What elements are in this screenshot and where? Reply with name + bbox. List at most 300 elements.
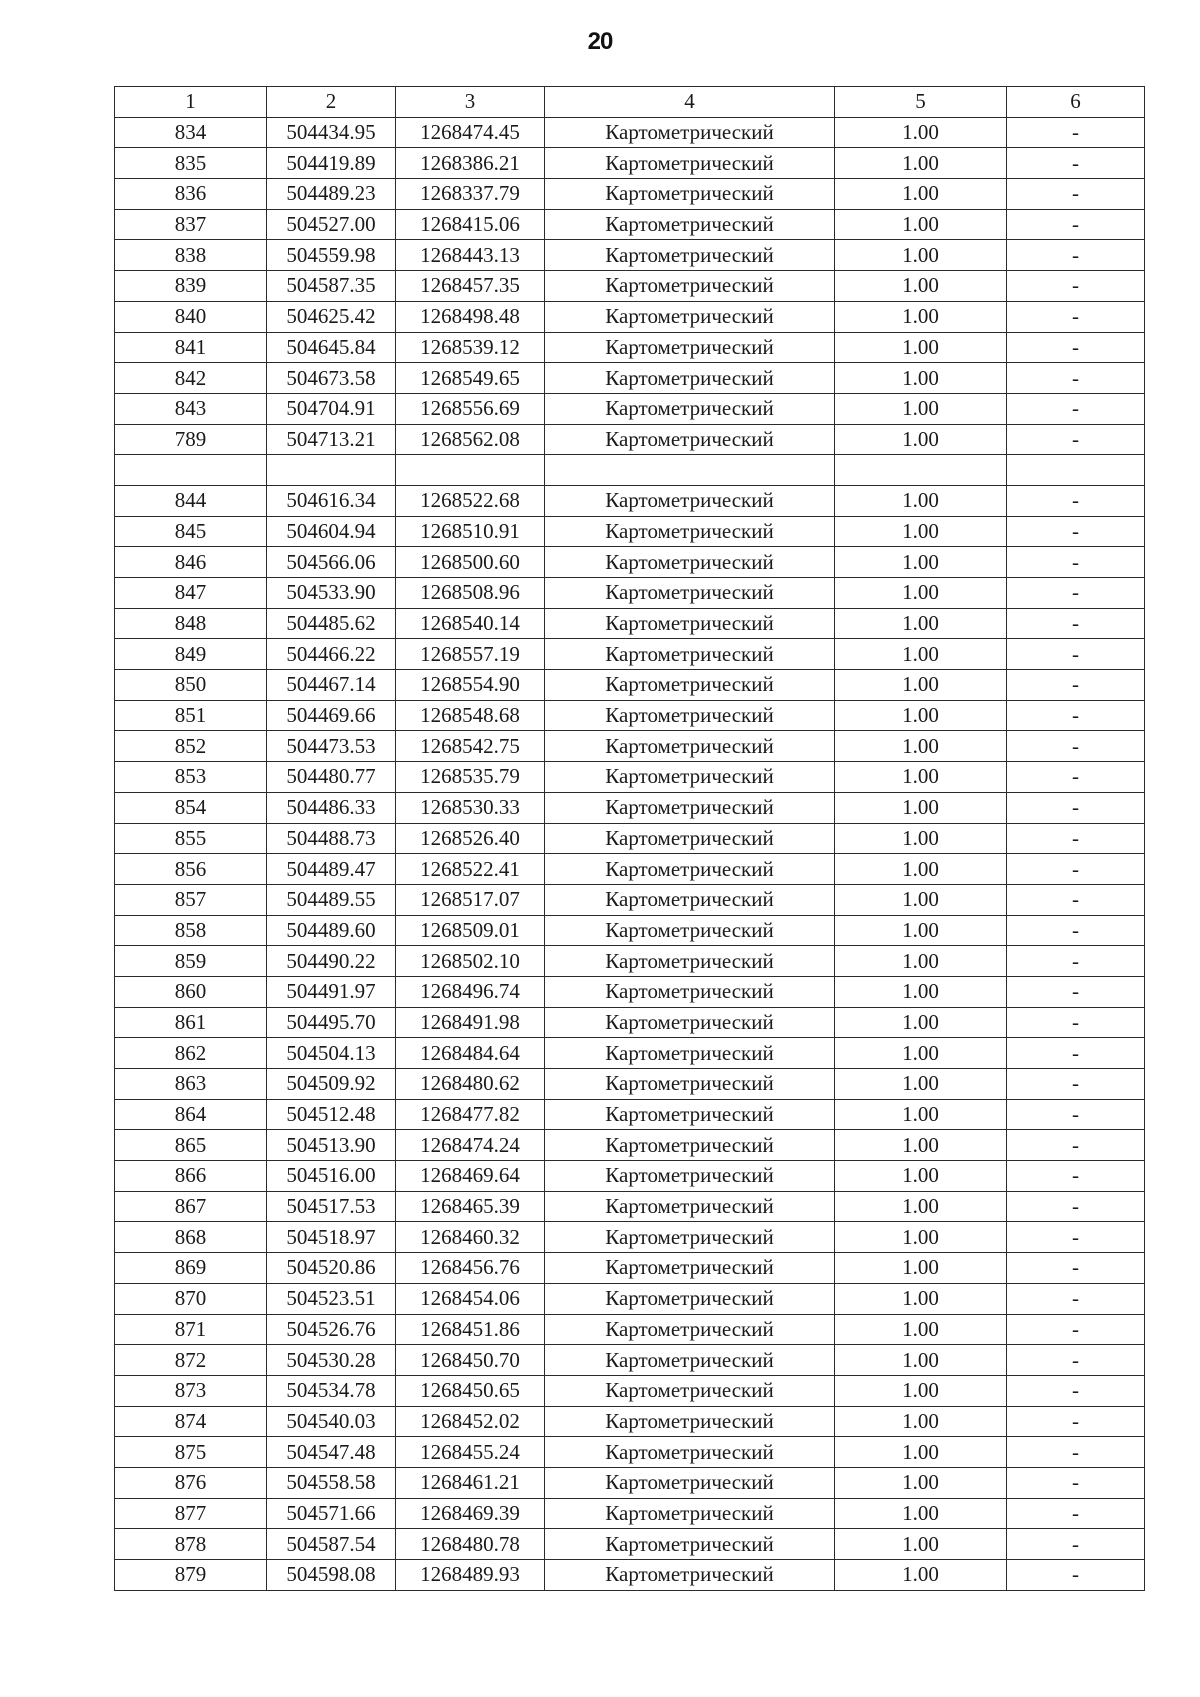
point-number-cell: 879 xyxy=(115,1560,267,1591)
table-row xyxy=(115,854,1145,885)
table-row xyxy=(115,762,1145,793)
accuracy-cell: 1.00 xyxy=(835,946,1007,977)
table-row xyxy=(115,1560,1145,1591)
point-number-cell: 877 xyxy=(115,1498,267,1529)
y-coordinate-cell: 1268491.98 xyxy=(396,1007,545,1038)
description-cell: - xyxy=(1007,1314,1145,1345)
method-cell: Картометрический xyxy=(545,1099,835,1130)
method-cell: Картометрический xyxy=(545,700,835,731)
point-number-cell: 835 xyxy=(115,148,267,179)
description-cell: - xyxy=(1007,547,1145,578)
point-number-cell: 863 xyxy=(115,1069,267,1100)
y-coordinate-cell: 1268498.48 xyxy=(396,301,545,332)
method-cell: Картометрический xyxy=(545,792,835,823)
accuracy-cell: 1.00 xyxy=(835,731,1007,762)
x-coordinate-cell: 504488.73 xyxy=(267,823,396,854)
description-cell: - xyxy=(1007,1099,1145,1130)
x-coordinate-cell: 504419.89 xyxy=(267,148,396,179)
method-cell: Картометрический xyxy=(545,731,835,762)
method-cell: Картометрический xyxy=(545,854,835,885)
header-cell-1: 1 xyxy=(115,87,267,118)
description-cell: - xyxy=(1007,332,1145,363)
x-coordinate-cell: 504489.23 xyxy=(267,179,396,210)
accuracy-cell: 1.00 xyxy=(835,1007,1007,1038)
y-coordinate-cell: 1268548.68 xyxy=(396,700,545,731)
method-cell: Картометрический xyxy=(545,1222,835,1253)
y-coordinate-cell: 1268452.02 xyxy=(396,1406,545,1437)
x-coordinate-cell: 504434.95 xyxy=(267,117,396,148)
description-cell: - xyxy=(1007,946,1145,977)
point-number-cell: 876 xyxy=(115,1467,267,1498)
x-coordinate-cell: 504509.92 xyxy=(267,1069,396,1100)
table-row xyxy=(115,301,1145,332)
method-cell: Картометрический xyxy=(545,240,835,271)
accuracy-cell: 1.00 xyxy=(835,578,1007,609)
y-coordinate-cell: 1268461.21 xyxy=(396,1467,545,1498)
point-number-cell: 868 xyxy=(115,1222,267,1253)
table-row xyxy=(115,608,1145,639)
table-row xyxy=(115,1283,1145,1314)
accuracy-cell: 1.00 xyxy=(835,1191,1007,1222)
point-number-cell: 839 xyxy=(115,271,267,302)
method-cell: Картометрический xyxy=(545,516,835,547)
accuracy-cell: 1.00 xyxy=(835,1099,1007,1130)
point-number-cell: 859 xyxy=(115,946,267,977)
accuracy-cell: 1.00 xyxy=(835,1467,1007,1498)
y-coordinate-cell: 1268530.33 xyxy=(396,792,545,823)
y-coordinate-cell: 1268480.62 xyxy=(396,1069,545,1100)
x-coordinate-cell: 504673.58 xyxy=(267,363,396,394)
method-cell: Картометрический xyxy=(545,1038,835,1069)
y-coordinate-cell: 1268526.40 xyxy=(396,823,545,854)
method-cell: Картометрический xyxy=(545,148,835,179)
accuracy-cell: 1.00 xyxy=(835,240,1007,271)
description-cell: - xyxy=(1007,976,1145,1007)
point-number-cell: 870 xyxy=(115,1283,267,1314)
accuracy-cell: 1.00 xyxy=(835,1283,1007,1314)
point-number-cell: 850 xyxy=(115,670,267,701)
accuracy-cell: 1.00 xyxy=(835,1529,1007,1560)
x-coordinate-cell: 504566.06 xyxy=(267,547,396,578)
y-coordinate-cell: 1268540.14 xyxy=(396,608,545,639)
point-number-cell: 874 xyxy=(115,1406,267,1437)
table-row xyxy=(115,976,1145,1007)
accuracy-cell: 1.00 xyxy=(835,485,1007,516)
y-coordinate-cell: 1268465.39 xyxy=(396,1191,545,1222)
x-coordinate-cell: 504512.48 xyxy=(267,1099,396,1130)
y-coordinate-cell: 1268557.19 xyxy=(396,639,545,670)
point-number-cell: 847 xyxy=(115,578,267,609)
point-number-cell xyxy=(115,455,267,486)
x-coordinate-cell: 504527.00 xyxy=(267,209,396,240)
accuracy-cell xyxy=(835,455,1007,486)
y-coordinate-cell: 1268539.12 xyxy=(396,332,545,363)
description-cell: - xyxy=(1007,792,1145,823)
x-coordinate-cell: 504467.14 xyxy=(267,670,396,701)
x-coordinate-cell: 504598.08 xyxy=(267,1560,396,1591)
table-row xyxy=(115,731,1145,762)
x-coordinate-cell: 504518.97 xyxy=(267,1222,396,1253)
x-coordinate-cell: 504587.35 xyxy=(267,271,396,302)
table-row xyxy=(115,1130,1145,1161)
y-coordinate-cell: 1268500.60 xyxy=(396,547,545,578)
description-cell: - xyxy=(1007,148,1145,179)
y-coordinate-cell: 1268496.74 xyxy=(396,976,545,1007)
accuracy-cell: 1.00 xyxy=(835,209,1007,240)
method-cell: Картометрический xyxy=(545,1437,835,1468)
point-number-cell: 866 xyxy=(115,1161,267,1192)
table-header xyxy=(115,87,1145,118)
accuracy-cell: 1.00 xyxy=(835,363,1007,394)
description-cell: - xyxy=(1007,301,1145,332)
method-cell: Картометрический xyxy=(545,1191,835,1222)
y-coordinate-cell: 1268460.32 xyxy=(396,1222,545,1253)
header-cell-2: 2 xyxy=(267,87,396,118)
table-row xyxy=(115,1161,1145,1192)
point-number-cell: 837 xyxy=(115,209,267,240)
table-row xyxy=(115,1345,1145,1376)
description-cell: - xyxy=(1007,1069,1145,1100)
y-coordinate-cell: 1268469.64 xyxy=(396,1161,545,1192)
point-number-cell: 843 xyxy=(115,393,267,424)
x-coordinate-cell: 504559.98 xyxy=(267,240,396,271)
accuracy-cell: 1.00 xyxy=(835,1038,1007,1069)
accuracy-cell: 1.00 xyxy=(835,547,1007,578)
x-coordinate-cell: 504473.53 xyxy=(267,731,396,762)
description-cell: - xyxy=(1007,1560,1145,1591)
description-cell: - xyxy=(1007,1038,1145,1069)
description-cell: - xyxy=(1007,1529,1145,1560)
description-cell: - xyxy=(1007,1467,1145,1498)
x-coordinate-cell: 504558.58 xyxy=(267,1467,396,1498)
method-cell: Картометрический xyxy=(545,1498,835,1529)
accuracy-cell: 1.00 xyxy=(835,117,1007,148)
table-row xyxy=(115,578,1145,609)
table-row xyxy=(115,547,1145,578)
header-cell-6: 6 xyxy=(1007,87,1145,118)
point-number-cell: 849 xyxy=(115,639,267,670)
y-coordinate-cell: 1268474.45 xyxy=(396,117,545,148)
table-row xyxy=(115,792,1145,823)
table-row xyxy=(115,1314,1145,1345)
description-cell: - xyxy=(1007,1161,1145,1192)
method-cell: Картометрический xyxy=(545,915,835,946)
table-row xyxy=(115,946,1145,977)
table-row xyxy=(115,1375,1145,1406)
accuracy-cell: 1.00 xyxy=(835,1560,1007,1591)
x-coordinate-cell: 504587.54 xyxy=(267,1529,396,1560)
accuracy-cell: 1.00 xyxy=(835,1498,1007,1529)
table-row xyxy=(115,1191,1145,1222)
table-row xyxy=(115,485,1145,516)
accuracy-cell: 1.00 xyxy=(835,1314,1007,1345)
x-coordinate-cell: 504534.78 xyxy=(267,1375,396,1406)
method-cell: Картометрический xyxy=(545,485,835,516)
point-number-cell: 846 xyxy=(115,547,267,578)
y-coordinate-cell: 1268450.70 xyxy=(396,1345,545,1376)
accuracy-cell: 1.00 xyxy=(835,792,1007,823)
description-cell: - xyxy=(1007,700,1145,731)
point-number-cell: 857 xyxy=(115,884,267,915)
accuracy-cell: 1.00 xyxy=(835,1437,1007,1468)
method-cell: Картометрический xyxy=(545,424,835,455)
point-number-cell: 873 xyxy=(115,1375,267,1406)
method-cell: Картометрический xyxy=(545,762,835,793)
point-number-cell: 836 xyxy=(115,179,267,210)
x-coordinate-cell xyxy=(267,455,396,486)
table-row xyxy=(115,639,1145,670)
point-number-cell: 838 xyxy=(115,240,267,271)
y-coordinate-cell: 1268477.82 xyxy=(396,1099,545,1130)
accuracy-cell: 1.00 xyxy=(835,148,1007,179)
table-body xyxy=(115,117,1145,1590)
method-cell: Картометрический xyxy=(545,1007,835,1038)
x-coordinate-cell: 504713.21 xyxy=(267,424,396,455)
method-cell: Картометрический xyxy=(545,823,835,854)
point-number-cell: 844 xyxy=(115,485,267,516)
x-coordinate-cell: 504489.47 xyxy=(267,854,396,885)
point-number-cell: 867 xyxy=(115,1191,267,1222)
method-cell: Картометрический xyxy=(545,1529,835,1560)
x-coordinate-cell: 504516.00 xyxy=(267,1161,396,1192)
y-coordinate-cell: 1268443.13 xyxy=(396,240,545,271)
accuracy-cell: 1.00 xyxy=(835,915,1007,946)
x-coordinate-cell: 504604.94 xyxy=(267,516,396,547)
coordinates-table xyxy=(114,86,1145,1591)
header-row xyxy=(115,87,1145,118)
y-coordinate-cell: 1268469.39 xyxy=(396,1498,545,1529)
x-coordinate-cell: 504466.22 xyxy=(267,639,396,670)
method-cell: Картометрический xyxy=(545,1467,835,1498)
accuracy-cell: 1.00 xyxy=(835,1345,1007,1376)
description-cell: - xyxy=(1007,1406,1145,1437)
accuracy-cell: 1.00 xyxy=(835,884,1007,915)
point-number-cell: 856 xyxy=(115,854,267,885)
table-row xyxy=(115,516,1145,547)
point-number-cell: 872 xyxy=(115,1345,267,1376)
table-row xyxy=(115,1069,1145,1100)
method-cell: Картометрический xyxy=(545,1283,835,1314)
point-number-cell: 848 xyxy=(115,608,267,639)
accuracy-cell: 1.00 xyxy=(835,1069,1007,1100)
x-coordinate-cell: 504504.13 xyxy=(267,1038,396,1069)
y-coordinate-cell: 1268508.96 xyxy=(396,578,545,609)
point-number-cell: 854 xyxy=(115,792,267,823)
description-cell: - xyxy=(1007,1191,1145,1222)
accuracy-cell: 1.00 xyxy=(835,1130,1007,1161)
point-number-cell: 858 xyxy=(115,915,267,946)
accuracy-cell: 1.00 xyxy=(835,854,1007,885)
point-number-cell: 861 xyxy=(115,1007,267,1038)
table-row xyxy=(115,1467,1145,1498)
x-coordinate-cell: 504616.34 xyxy=(267,485,396,516)
header-cell-5: 5 xyxy=(835,87,1007,118)
table-row xyxy=(115,240,1145,271)
x-coordinate-cell: 504645.84 xyxy=(267,332,396,363)
x-coordinate-cell: 504704.91 xyxy=(267,393,396,424)
method-cell: Картометрический xyxy=(545,608,835,639)
point-number-cell: 869 xyxy=(115,1253,267,1284)
table-row xyxy=(115,1529,1145,1560)
description-cell: - xyxy=(1007,639,1145,670)
method-cell: Картометрический xyxy=(545,578,835,609)
y-coordinate-cell: 1268522.68 xyxy=(396,485,545,516)
description-cell: - xyxy=(1007,1222,1145,1253)
accuracy-cell: 1.00 xyxy=(835,823,1007,854)
point-number-cell: 845 xyxy=(115,516,267,547)
y-coordinate-cell: 1268451.86 xyxy=(396,1314,545,1345)
method-cell: Картометрический xyxy=(545,1406,835,1437)
x-coordinate-cell: 504495.70 xyxy=(267,1007,396,1038)
accuracy-cell: 1.00 xyxy=(835,179,1007,210)
point-number-cell: 851 xyxy=(115,700,267,731)
table-row xyxy=(115,1498,1145,1529)
x-coordinate-cell: 504491.97 xyxy=(267,976,396,1007)
description-cell: - xyxy=(1007,1345,1145,1376)
point-number-cell: 855 xyxy=(115,823,267,854)
y-coordinate-cell: 1268535.79 xyxy=(396,762,545,793)
x-coordinate-cell: 504530.28 xyxy=(267,1345,396,1376)
method-cell: Картометрический xyxy=(545,1345,835,1376)
table-row xyxy=(115,179,1145,210)
table-row xyxy=(115,393,1145,424)
description-cell: - xyxy=(1007,485,1145,516)
table-row xyxy=(115,1253,1145,1284)
table-row xyxy=(115,1099,1145,1130)
point-number-cell: 842 xyxy=(115,363,267,394)
description-cell: - xyxy=(1007,731,1145,762)
y-coordinate-cell: 1268480.78 xyxy=(396,1529,545,1560)
y-coordinate-cell: 1268562.08 xyxy=(396,424,545,455)
x-coordinate-cell: 504533.90 xyxy=(267,578,396,609)
accuracy-cell: 1.00 xyxy=(835,332,1007,363)
y-coordinate-cell: 1268549.65 xyxy=(396,363,545,394)
point-number-cell: 834 xyxy=(115,117,267,148)
description-cell: - xyxy=(1007,854,1145,885)
point-number-cell: 840 xyxy=(115,301,267,332)
method-cell: Картометрический xyxy=(545,976,835,1007)
accuracy-cell: 1.00 xyxy=(835,393,1007,424)
point-number-cell: 852 xyxy=(115,731,267,762)
description-cell: - xyxy=(1007,271,1145,302)
table-row xyxy=(115,700,1145,731)
y-coordinate-cell: 1268455.24 xyxy=(396,1437,545,1468)
description-cell: - xyxy=(1007,1437,1145,1468)
y-coordinate-cell: 1268386.21 xyxy=(396,148,545,179)
point-number-cell: 853 xyxy=(115,762,267,793)
description-cell: - xyxy=(1007,823,1145,854)
description-cell: - xyxy=(1007,762,1145,793)
accuracy-cell: 1.00 xyxy=(835,1253,1007,1284)
description-cell: - xyxy=(1007,1498,1145,1529)
description-cell: - xyxy=(1007,179,1145,210)
y-coordinate-cell: 1268554.90 xyxy=(396,670,545,701)
y-coordinate-cell: 1268509.01 xyxy=(396,915,545,946)
x-coordinate-cell: 504517.53 xyxy=(267,1191,396,1222)
table-row xyxy=(115,332,1145,363)
y-coordinate-cell: 1268450.65 xyxy=(396,1375,545,1406)
x-coordinate-cell: 504489.55 xyxy=(267,884,396,915)
method-cell: Картометрический xyxy=(545,363,835,394)
description-cell: - xyxy=(1007,1375,1145,1406)
accuracy-cell: 1.00 xyxy=(835,608,1007,639)
method-cell: Картометрический xyxy=(545,670,835,701)
description-cell: - xyxy=(1007,1283,1145,1314)
x-coordinate-cell: 504469.66 xyxy=(267,700,396,731)
table-row xyxy=(115,1038,1145,1069)
point-number-cell: 875 xyxy=(115,1437,267,1468)
method-cell: Картометрический xyxy=(545,1161,835,1192)
description-cell: - xyxy=(1007,1253,1145,1284)
description-cell: - xyxy=(1007,578,1145,609)
table-row xyxy=(115,1437,1145,1468)
header-cell-3: 3 xyxy=(396,87,545,118)
accuracy-cell: 1.00 xyxy=(835,516,1007,547)
point-number-cell: 864 xyxy=(115,1099,267,1130)
description-cell: - xyxy=(1007,1007,1145,1038)
method-cell: Картометрический xyxy=(545,209,835,240)
method-cell: Картометрический xyxy=(545,946,835,977)
page-number: 20 xyxy=(587,28,613,55)
x-coordinate-cell: 504485.62 xyxy=(267,608,396,639)
description-cell: - xyxy=(1007,424,1145,455)
y-coordinate-cell: 1268474.24 xyxy=(396,1130,545,1161)
y-coordinate-cell: 1268457.35 xyxy=(396,271,545,302)
y-coordinate-cell: 1268517.07 xyxy=(396,884,545,915)
point-number-cell: 789 xyxy=(115,424,267,455)
y-coordinate-cell: 1268522.41 xyxy=(396,854,545,885)
table-row xyxy=(115,148,1145,179)
x-coordinate-cell: 504540.03 xyxy=(267,1406,396,1437)
x-coordinate-cell: 504489.60 xyxy=(267,915,396,946)
y-coordinate-cell: 1268484.64 xyxy=(396,1038,545,1069)
method-cell: Картометрический xyxy=(545,117,835,148)
accuracy-cell: 1.00 xyxy=(835,700,1007,731)
method-cell: Картометрический xyxy=(545,547,835,578)
y-coordinate-cell: 1268510.91 xyxy=(396,516,545,547)
x-coordinate-cell: 504520.86 xyxy=(267,1253,396,1284)
point-number-cell: 862 xyxy=(115,1038,267,1069)
description-cell: - xyxy=(1007,884,1145,915)
y-coordinate-cell: 1268489.93 xyxy=(396,1560,545,1591)
table-row-empty xyxy=(115,455,1145,486)
accuracy-cell: 1.00 xyxy=(835,639,1007,670)
table-row xyxy=(115,823,1145,854)
method-cell: Картометрический xyxy=(545,301,835,332)
accuracy-cell: 1.00 xyxy=(835,1375,1007,1406)
accuracy-cell: 1.00 xyxy=(835,301,1007,332)
method-cell: Картометрический xyxy=(545,1069,835,1100)
table-row xyxy=(115,1007,1145,1038)
point-number-cell: 871 xyxy=(115,1314,267,1345)
accuracy-cell: 1.00 xyxy=(835,1406,1007,1437)
description-cell: - xyxy=(1007,670,1145,701)
accuracy-cell: 1.00 xyxy=(835,271,1007,302)
description-cell: - xyxy=(1007,363,1145,394)
description-cell: - xyxy=(1007,516,1145,547)
method-cell: Картометрический xyxy=(545,271,835,302)
method-cell: Картометрический xyxy=(545,393,835,424)
x-coordinate-cell: 504547.48 xyxy=(267,1437,396,1468)
y-coordinate-cell: 1268502.10 xyxy=(396,946,545,977)
y-coordinate-cell: 1268337.79 xyxy=(396,179,545,210)
table-row xyxy=(115,670,1145,701)
table-row xyxy=(115,209,1145,240)
method-cell: Картометрический xyxy=(545,639,835,670)
y-coordinate-cell: 1268454.06 xyxy=(396,1283,545,1314)
method-cell: Картометрический xyxy=(545,1560,835,1591)
point-number-cell: 865 xyxy=(115,1130,267,1161)
